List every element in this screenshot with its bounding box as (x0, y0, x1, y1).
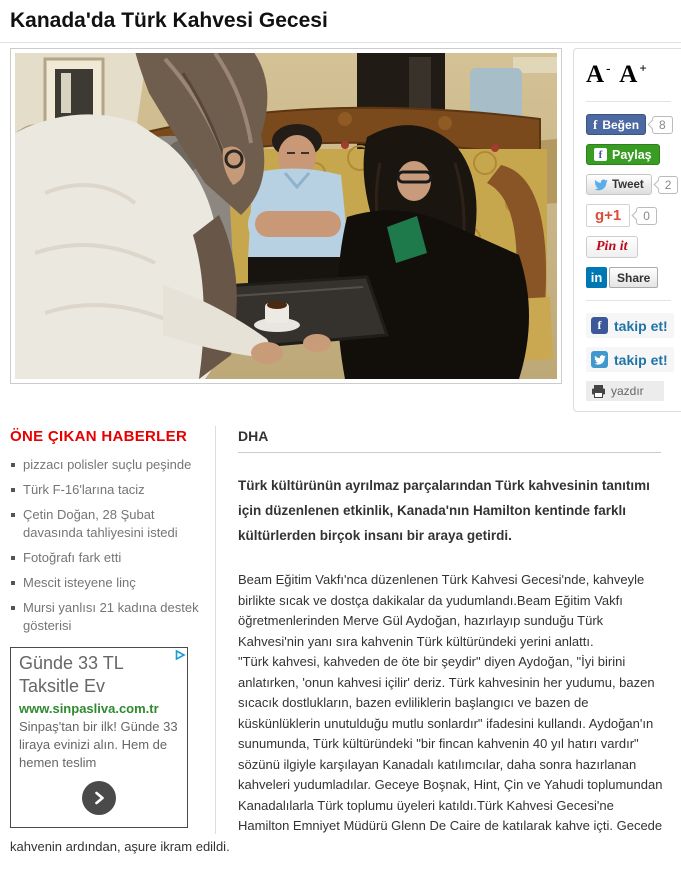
divider (586, 101, 671, 102)
article-lede: Türk kültürünün ayrılmaz parçalarından Türk kahvesinin tanıtımı için düzenlenen etkinlik, Kanada'nın Hamilton kentinde farklı kültürlerden birçok insanı bir araya getirdi. (238, 478, 650, 544)
like-count-badge: 8 (652, 116, 673, 134)
ad-arrow-button[interactable] (82, 781, 116, 815)
print-button[interactable]: yazdır (586, 381, 664, 401)
featured-news-heading: ÖNE ÇIKAN HABERLER (10, 428, 188, 446)
article-photo-frame (10, 48, 562, 384)
chevron-right-icon (92, 791, 106, 805)
facebook-icon: f (591, 317, 608, 334)
page-title: Kanada'da Türk Kahvesi Gecesi (0, 0, 681, 43)
font-size-increase-button[interactable]: A+ (619, 61, 649, 89)
featured-news-item[interactable]: Çetin Doğan, 28 Şubat davasında tahliyesini istedi (10, 506, 215, 542)
facebook-like-button[interactable]: f Beğen (586, 114, 646, 135)
twitter-bird-icon (591, 351, 608, 368)
linkedin-icon[interactable]: in (586, 267, 607, 288)
featured-news-item[interactable]: Mescit isteyene linç (10, 574, 215, 592)
font-size-controls (586, 61, 675, 89)
divider (238, 452, 661, 453)
printer-icon (591, 385, 606, 398)
featured-news-sidebar (10, 426, 216, 834)
featured-news-item[interactable]: pizzacı polisler suçlu peşinde (10, 456, 215, 474)
advertisement[interactable] (10, 647, 188, 828)
font-size-decrease-button[interactable]: A- (586, 61, 613, 89)
facebook-share-button[interactable]: f Paylaş (586, 144, 660, 165)
google-plus-one-button[interactable]: g+1 (586, 204, 630, 227)
content-area (0, 412, 681, 877)
facebook-icon: f (593, 116, 598, 132)
tweet-button[interactable]: Tweet (586, 174, 652, 195)
top-section (0, 43, 681, 412)
featured-news-item[interactable]: Türk F-16'larına taciz (10, 481, 215, 499)
facebook-icon: f (594, 148, 607, 161)
article-header (238, 426, 665, 463)
linkedin-share-button[interactable]: Share (609, 267, 658, 288)
divider (586, 300, 671, 301)
twitter-follow-button[interactable]: takip et! (586, 347, 674, 372)
featured-news-list (10, 456, 215, 635)
featured-news-item[interactable]: Fotoğrafı fark etti (10, 549, 215, 567)
ad-body: Sinpaş'tan bir ilk! Günde 33 liraya evinizi alın. Hem de hemen teslim (19, 719, 178, 771)
pinterest-pin-button[interactable]: Pin it (586, 236, 638, 258)
tweet-count-badge: 2 (658, 176, 679, 194)
featured-news-item[interactable]: Mursi yanlısı 21 kadına destek gösterisi (10, 599, 215, 635)
twitter-bird-icon (594, 178, 608, 192)
article-paragraph: Beam Eğitim Vakfı'nca düzenlenen Türk Kahvesi Gecesi'nde, kahveyle birlikte sıcak ve dostça dakikalar da yudumlandı.Beam Eğitim Vakfı öğretmenlerinden Merve Gül Aydoğan, hazırlayıp sunduğu Türk Kahvesi'nin yanı sıra kahvenin Türk kültüründeki yerini anlattı. (238, 572, 645, 649)
article-photo (15, 53, 557, 379)
article-paragraph: "Türk kahvesi, kahveden de öte bir şeydir" diyen Aydoğan, "İyi birini anlatırken, 'onun kahvesi içilir' deriz. Türk kahvesinin her yudumu, bazen sıcacık dostlukların, bazen evliliklerin başlangıcı ve bazen de küskünlüklerin unutulduğu mutlu sonlardır" ifadesini kullandı. Aydoğan'ın sunumunda, Türk kültüründeki "bir fincan kahvenin 40 yıl hatırı vardır" sözünü ilgiyle karşılayan Kanadalı katılımcılar, daha sonra hazırlanan kahveleri yudumladılar. Geceye Boşnak, Hint, Çin ve Yahudi toplumundan Kanadalılarla Türk toplumu üyeleri katıldı.Türk Kahvesi Gecesi'ne Hamilton Emniyet Müdürü Glenn De Caire de katılarak kahve içti. Gecede kahvenin ardından, aşure ikram edildi. (10, 654, 663, 854)
ad-title[interactable]: Günde 33 TL Taksitle Ev (19, 653, 124, 697)
facebook-follow-button[interactable]: f takip et! (586, 313, 674, 338)
adchoices-icon[interactable] (174, 649, 186, 661)
ad-url[interactable]: www.sinpasliva.com.tr (19, 701, 159, 717)
gplus-count-badge: 0 (636, 207, 657, 225)
article-source: DHA (238, 428, 269, 445)
share-sidebar (573, 48, 681, 412)
